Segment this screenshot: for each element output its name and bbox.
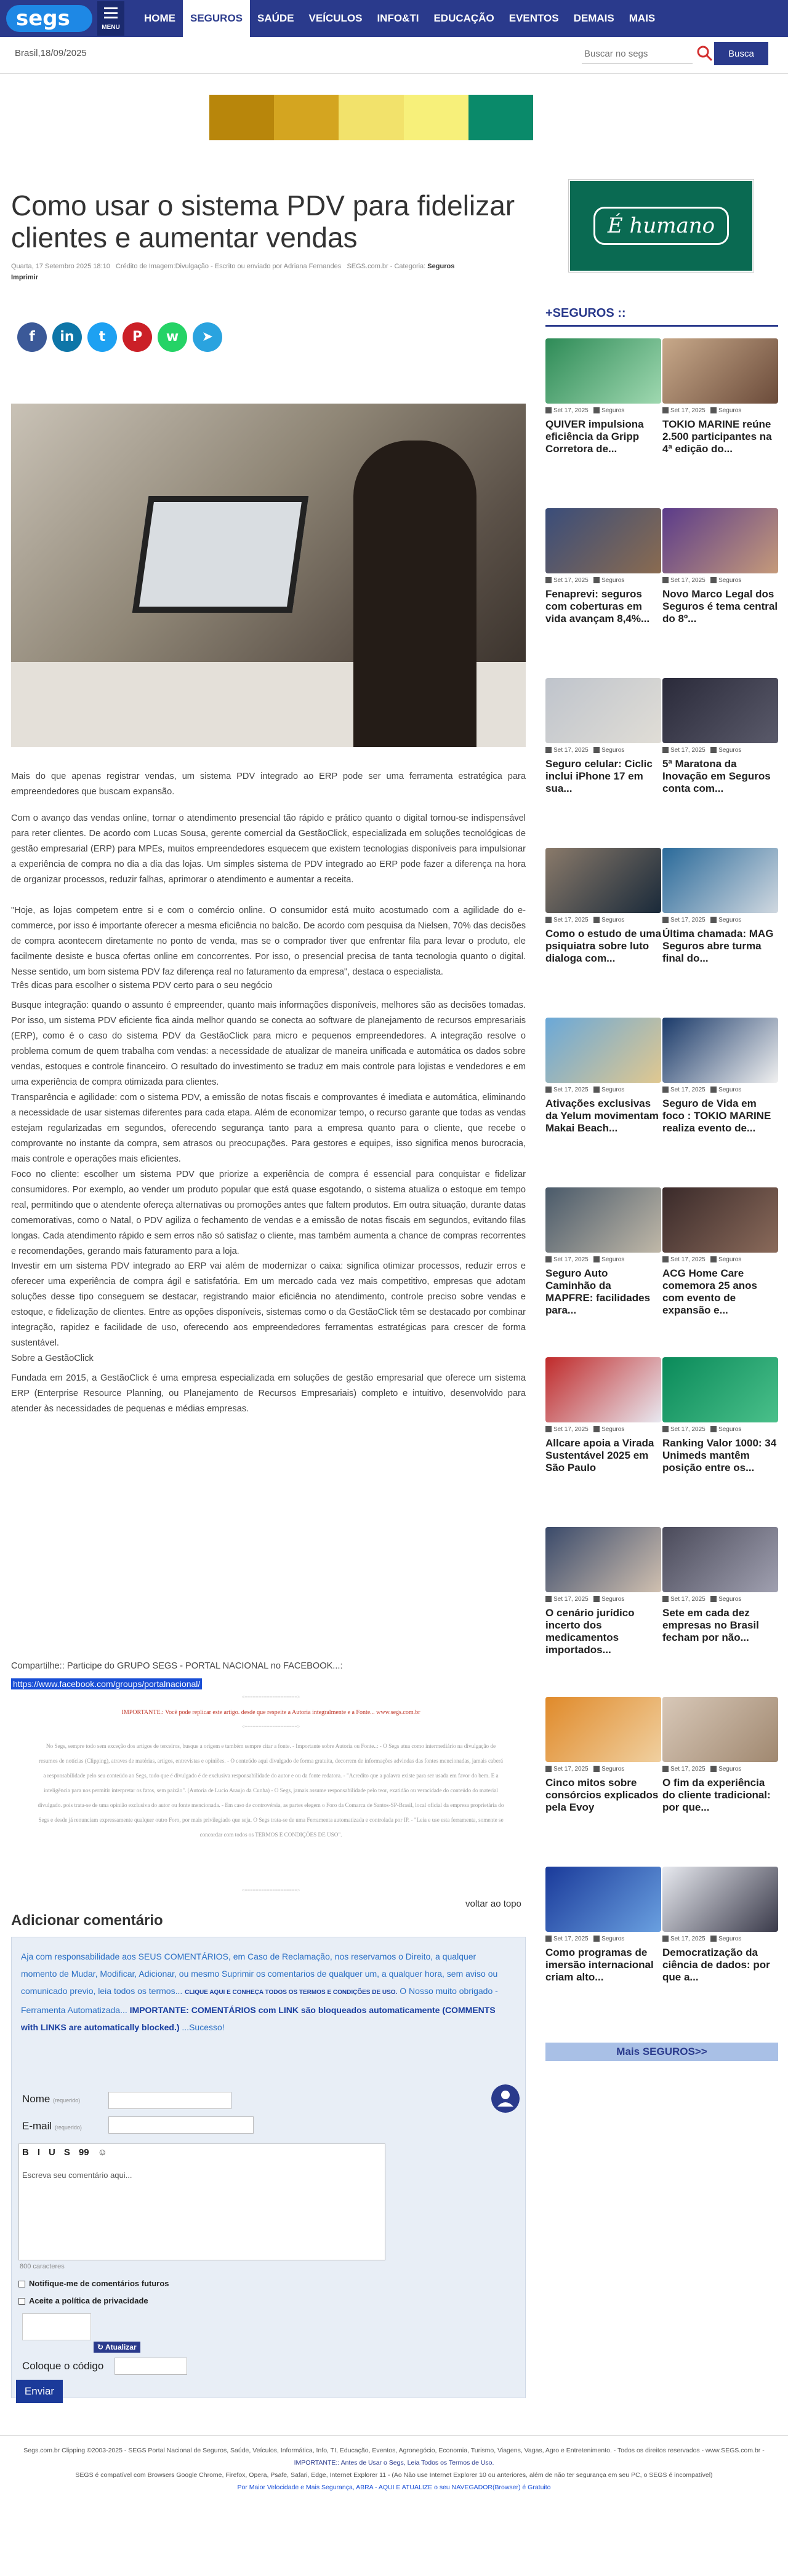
calendar-icon xyxy=(545,577,552,583)
footer-copyright: Segs.com.br Clipping ©2003-2025 - SEGS Portal Nacional de Seguros, Saúde, Veículos, Informática, Info, TI, Educação, Eventos, Agronegócio, Economia, Turismo, Viagens, Vagas, Agro e Entretenimento. - Todos os direitos reservados - www.SEGS.com.br - xyxy=(23,2447,765,2454)
related-card[interactable] xyxy=(662,1018,778,1134)
comments-title: Adicionar comentário xyxy=(11,1912,163,1929)
email-label: E-mail (requerido) xyxy=(22,2120,82,2132)
card-meta: Set 17, 2025 Seguros xyxy=(662,1255,778,1265)
card-image[interactable] xyxy=(662,678,778,743)
card-meta: Set 17, 2025 Seguros xyxy=(545,746,661,756)
share-buttons xyxy=(17,322,222,352)
calendar-icon xyxy=(545,1596,552,1602)
folder-icon xyxy=(710,1087,717,1093)
card-meta: Set 17, 2025 Seguros xyxy=(662,746,778,756)
article-paragraph: Com o avanço das vendas online, tornar o atendimento presencial tão rápido e prático quanto o digital tornou-se indispensável para reter clientes. De acordo com Lucas Sousa, gerente comercial da GestãoClick, especializada em soluções tecnológicas de gestão empresarial (ERP) para MPEs, muitos empreendedores esquecem que existem tecnologias disponíveis para impulsionar a experiência de compra no dia a dia das lojas. Um simples sistema de PDV integrado ao ERP pode fazer a diferença na hora de organizar processos, reduzir falhas, aprimorar o atendimento e aumentar a receita. xyxy=(11,813,526,885)
related-card[interactable] xyxy=(545,1527,661,1656)
calendar-icon xyxy=(662,1936,669,1942)
meta-credit: Crédito de Imagem:Divulgação - Escrito ou enviado por Adriana Fernandes xyxy=(116,263,342,270)
card-meta: Set 17, 2025 Seguros xyxy=(545,1765,661,1774)
calendar-icon xyxy=(662,1087,669,1093)
card-meta: Set 17, 2025 Seguros xyxy=(545,1425,661,1435)
meta-site: SEGS.com.br - Categoria: xyxy=(347,263,426,270)
folder-icon xyxy=(593,917,600,923)
notice-thanks: O Nosso muito obrigado - Ferramenta Automatizada... xyxy=(21,1986,498,2015)
code-label: Coloque o código xyxy=(22,2360,104,2372)
folder-icon xyxy=(593,1766,600,1772)
article-paragraph: Busque integração: quando o assunto é empreender, quanto mais informações disponíveis, melhores são as decisões tomadas. Por isso, um sistema PDV eficiente fica ainda melhor quando se conecta ao software de planejamento de recursos empresariais (ERP), como é o caso do sistema PDV da GestãoClick para micro e pequenos empreendedores. A integração resolve o problema comum de quem trabalha com vendas: a necessidade de atualizar de maneira unificada e automática os dados sobre vendas, estoques e controle financeiro. O resultado do investimento se traduz em mais controle para lojistas e vendedores e em uma experiência de compra otimizada para clientes. xyxy=(11,1000,526,1087)
print-link[interactable]: Imprimir xyxy=(11,274,39,281)
card-image[interactable] xyxy=(545,1187,661,1253)
nav-item[interactable]: EDUCAÇÃO xyxy=(433,12,494,24)
name-input[interactable] xyxy=(108,2092,231,2109)
menu-label: MENU xyxy=(102,24,120,31)
nav-item[interactable]: SEGUROS xyxy=(183,0,250,37)
comment-editor[interactable] xyxy=(18,2143,385,2260)
card-meta: Set 17, 2025 Seguros xyxy=(545,1934,661,1944)
card-meta: Set 17, 2025 Seguros xyxy=(662,1934,778,1944)
calendar-icon xyxy=(545,1087,552,1093)
card-title[interactable]: Como o estudo de uma psiquiatra sobre luto dialoga com... xyxy=(545,928,661,964)
terms-link[interactable]: CLIQUE AQUI E CONHEÇA TODOS OS TERMOS E CONDIÇÕES DE USO. xyxy=(185,1989,398,1996)
card-image[interactable] xyxy=(545,1697,661,1762)
card-image[interactable] xyxy=(662,1018,778,1083)
card-meta: Set 17, 2025 Seguros xyxy=(662,1425,778,1435)
section-title: +SEGUROS :: xyxy=(545,306,626,320)
related-card[interactable] xyxy=(662,678,778,795)
banner-stripe xyxy=(404,95,468,140)
related-card[interactable] xyxy=(662,848,778,965)
char-counter: 800 caracteres xyxy=(20,2263,65,2270)
card-title[interactable]: Sete em cada dez empresas no Brasil fecham por não... xyxy=(662,1607,759,1643)
share-line: Compartilhe:: Participe do GRUPO SEGS - PORTAL NACIONAL no FACEBOOK...: xyxy=(11,1661,343,1671)
name-label: Nome (requerido) xyxy=(22,2093,81,2105)
nav-item[interactable]: DEMAIS xyxy=(573,12,614,24)
twitter-icon[interactable]: t xyxy=(87,322,117,352)
related-card[interactable] xyxy=(662,1697,778,1814)
article-paragraph: Foco no cliente: escolher um sistema PDV que priorize a experiência de compra é essencial para conquistar e fidelizar consumidores. Por exemplo, ao vender um produto popular que está quase esgotando, o sistema atualiza o estoque em tempo real, permitindo que o atendente ofereça alternativas ou promoções antes que faltem produtos. Em outra situação, durante datas comemorativas, como o Natal, o PDV agiliza o fechamento de vendas e a emissão de notas fiscais em segundos, evitando filas longas. Cada atendimento rápido e sem erros não só satisfaz o cliente, mas também aumenta a chance de compras recorrentes e recomendações, gerando mais faturamento para a loja. xyxy=(11,1170,526,1256)
calendar-icon xyxy=(545,1936,552,1942)
card-title[interactable]: Fenaprevi: seguros com coberturas em vida avançam 8,4%... xyxy=(545,588,650,624)
whatsapp-icon[interactable]: w xyxy=(158,322,187,352)
card-title[interactable]: O fim da experiência do cliente tradicional: por que... xyxy=(662,1777,771,1813)
card-title[interactable]: Como programas de imersão internacional criam alto... xyxy=(545,1947,654,1983)
divider-bottom: <===================> xyxy=(241,1888,300,1893)
pos-screen xyxy=(132,496,309,613)
footer xyxy=(0,2435,788,2576)
menu-button[interactable] xyxy=(97,1,124,36)
editor-toolbar xyxy=(22,2147,107,2158)
search-icon[interactable] xyxy=(696,44,714,63)
article-title: Como usar o sistema PDV para fidelizar clientes e aumentar vendas xyxy=(11,189,515,253)
telegram-icon[interactable]: ➤ xyxy=(193,322,222,352)
calendar-icon xyxy=(662,747,669,753)
toolbar-button[interactable]: 99 xyxy=(78,2147,89,2158)
divider-top: <===================> xyxy=(241,1694,300,1700)
card-meta: Set 17, 2025 Seguros xyxy=(545,1085,661,1095)
related-card[interactable] xyxy=(662,1527,778,1644)
banner-stripe xyxy=(274,95,339,140)
card-title[interactable]: Seguro celular: Ciclic inclui iPhone 17 em sua... xyxy=(545,758,653,794)
user-avatar-icon xyxy=(491,2084,520,2113)
card-title[interactable]: 5ª Maratona da Inovação em Seguros conta com... xyxy=(662,758,771,794)
card-image[interactable] xyxy=(545,848,661,913)
divider-mid: <===================> xyxy=(241,1724,300,1729)
toolbar-button[interactable]: B xyxy=(22,2147,29,2158)
card-title[interactable]: Novo Marco Legal dos Seguros é tema central do 8º... xyxy=(662,588,778,624)
related-card[interactable] xyxy=(545,678,661,795)
card-title[interactable]: Ranking Valor 1000: 34 Unimeds mantêm posição entre os... xyxy=(662,1437,777,1473)
card-meta: Set 17, 2025 Seguros xyxy=(545,1595,661,1605)
card-title[interactable]: QUIVER impulsiona eficiência da Gripp Corretora de... xyxy=(545,418,644,455)
email-input[interactable] xyxy=(108,2116,254,2134)
hamburger-icon xyxy=(104,7,118,18)
search-input[interactable] xyxy=(582,44,693,64)
nav-item[interactable]: SAÚDE xyxy=(257,12,294,24)
nav-item[interactable]: EVENTOS xyxy=(509,12,559,24)
calendar-icon xyxy=(662,1766,669,1772)
card-title[interactable]: Ativações exclusivas da Yelum movimentam Makai Beach... xyxy=(545,1098,659,1134)
card-image[interactable] xyxy=(545,1527,661,1592)
article-paragraph: Investir em um sistema PDV integrado ao ERP vai além de modernizar o caixa: significa otimizar processos, reduzir erros e oferecer uma experiência de compra ágil e satisfatória. Em um mercado cada vez mais competitivo, empresas que adotam soluções desse tipo conseguem se destacar, registrando maior eficiência no atendimento, controle preciso sobre vendas e estoque, e fidelização de clientes. Entre as opções disponíveis, sistemas como o da GestãoClick têm se destacado por combinar integração, rapidez e facilidade de uso, oferecendo aos empreendedores ferramentas estratégicas para crescer de forma sustentável. xyxy=(11,1261,526,1348)
folder-icon xyxy=(593,1596,600,1602)
folder-icon xyxy=(710,1596,717,1602)
article-paragraph: Sobre a GestãoClick xyxy=(11,1354,94,1363)
related-card[interactable] xyxy=(545,1697,661,1814)
calendar-icon xyxy=(662,1426,669,1432)
calendar-icon xyxy=(545,407,552,413)
section-divider xyxy=(545,325,778,327)
article-meta xyxy=(11,261,528,283)
article-paragraph: Três dicas para escolher o sistema PDV certo para o seu negócio xyxy=(11,981,273,991)
folder-icon xyxy=(710,407,717,413)
calendar-icon xyxy=(545,747,552,753)
folder-icon xyxy=(593,747,600,753)
search-button[interactable]: Busca xyxy=(714,42,768,65)
nav-item[interactable]: HOME xyxy=(144,12,175,24)
card-title[interactable]: Allcare apoia a Virada Sustentável 2025 em São Paulo xyxy=(545,1437,654,1473)
card-meta: Set 17, 2025 Seguros xyxy=(662,1595,778,1605)
banner-stripe xyxy=(209,95,274,140)
card-meta: Set 17, 2025 Seguros xyxy=(545,1255,661,1265)
card-image[interactable] xyxy=(662,1697,778,1762)
folder-icon xyxy=(593,407,600,413)
folder-icon xyxy=(710,577,717,583)
card-image[interactable] xyxy=(662,848,778,913)
card-image[interactable] xyxy=(545,1018,661,1083)
linkedin-icon[interactable]: in xyxy=(52,322,82,352)
more-seguros-button[interactable]: Mais SEGUROS>> xyxy=(545,2043,778,2061)
ad-banner[interactable] xyxy=(209,95,533,140)
folder-icon xyxy=(710,1936,717,1942)
related-card[interactable] xyxy=(545,1018,661,1134)
footer-terms-link[interactable]: IMPORTANTE:: Antes de Usar o Segs, Leia Todos os Termos de Uso. xyxy=(294,2459,494,2466)
notice-success: ...Sucesso! xyxy=(182,2022,225,2032)
card-image[interactable] xyxy=(662,1357,778,1422)
folder-icon xyxy=(593,1936,600,1942)
calendar-icon xyxy=(545,917,552,923)
related-card[interactable] xyxy=(662,1187,778,1317)
card-title[interactable]: O cenário jurídico incerto dos medicamentos importados... xyxy=(545,1607,635,1656)
calendar-icon xyxy=(545,1766,552,1772)
article-image xyxy=(11,404,526,747)
banner-stripe xyxy=(339,95,403,140)
card-title[interactable]: ACG Home Care comemora 25 anos com evento de expansão e... xyxy=(662,1267,758,1316)
card-image[interactable] xyxy=(545,678,661,743)
notice-important: IMPORTANTE: COMENTÁRIOS com LINK são bloqueados automaticamente (COMMENTS with LINKS are automatically blocked.) xyxy=(21,2005,496,2032)
card-image[interactable] xyxy=(662,508,778,573)
ad-text: É humano xyxy=(593,207,729,245)
card-meta: Set 17, 2025 Seguros xyxy=(545,576,661,586)
folder-icon xyxy=(710,917,717,923)
editor-placeholder: Escreva seu comentário aqui... xyxy=(22,2171,132,2180)
nav-item[interactable]: INFO&TI xyxy=(377,12,419,24)
card-title[interactable]: Democratização da ciência de dados: por que a... xyxy=(662,1947,770,1983)
card-meta: Set 17, 2025 Seguros xyxy=(662,915,778,925)
card-title[interactable]: Seguro Auto Caminhão da MAPFRE: facilidades para... xyxy=(545,1267,651,1316)
card-meta: Set 17, 2025 Seguros xyxy=(662,406,778,416)
folder-icon xyxy=(710,1766,717,1772)
related-card[interactable] xyxy=(662,338,778,455)
related-card[interactable] xyxy=(545,508,661,625)
nav-item[interactable]: VEÍCULOS xyxy=(308,12,363,24)
card-image[interactable] xyxy=(545,508,661,573)
card-meta: Set 17, 2025 Seguros xyxy=(545,915,661,925)
card-image[interactable] xyxy=(545,338,661,404)
facebook-icon[interactable]: f xyxy=(17,322,47,352)
nav-item[interactable]: MAIS xyxy=(629,12,656,24)
refresh-captcha-button[interactable]: ↻ Atualizar xyxy=(94,2342,140,2353)
notify-checkbox[interactable]: Notifique-me de comentários futuros xyxy=(18,2279,169,2288)
folder-icon xyxy=(710,1426,717,1432)
toolbar-button[interactable]: S xyxy=(63,2147,70,2158)
banner-stripe xyxy=(468,95,533,140)
card-meta: Set 17, 2025 Seguros xyxy=(545,406,661,416)
disclaimer-body: No Segs, sempre todo sem exceção dos artigos de terceiros, busque a origem e também sempre citar a fonte. - Importante sobre Autoria ou Fonte..: - O Segs atua como intermediário na divulgação de resumos de notícias (Clipping), atraves de matérias, artigos, entrevistas e opiniões. - O conteúdo aqui divulgado de forma gratuita, decorrem de informações advindas das fontes mencionadas, jamais caberá a responsabilidade pelo seu conteúdo ao Segs, tudo que é divulgado é de exclusiva responsabilidade do autor e ou da fonte redatora. - "Acredito que a palavra existe para ser usada em favor do bem. E a inteligência para nos permitir interpretar os fatos, sem paixão". (Autoria de Lucio Araujo da Cunha) - O Segs, jamais assume responsabilidade pelo teor, exatidão ou veracidade do conteúdo do material divulgado. pois trata-se de uma opinião exclusiva do autor ou fonte mencionada. - Em caso de controvérsia, as partes elegem o Foro da Comarca de Santos-SP-Brasil, local oficial da empresa proprietária do Segs e desde já renunciam expressamente qualquer outro Foro, por mais privilegiado que seja. O Segs trata-se de uma Ferramenta automatizada e controlada por IP. - "Leia e use esta ferramenta, somente se concordar com todos os TERMOS E CONDIÇÕES DE USO". xyxy=(38,1743,504,1838)
pinterest-icon[interactable]: P xyxy=(123,322,152,352)
toolbar-button[interactable]: I xyxy=(37,2147,41,2158)
card-meta: Set 17, 2025 Seguros xyxy=(662,1765,778,1774)
related-card[interactable] xyxy=(545,1867,661,1984)
calendar-icon xyxy=(662,407,669,413)
card-title[interactable]: Seguro de Vida em foco : TOKIO MARINE realiza evento de... xyxy=(662,1098,771,1134)
site-logo[interactable]: segs xyxy=(6,5,92,32)
disclaimer-important: IMPORTANTE.: Você pode replicar este artigo. desde que respeite a Autoria integralmente e a Fonte... www.segs.com.br xyxy=(121,1709,420,1716)
related-card[interactable] xyxy=(662,1357,778,1474)
back-to-top-link[interactable]: voltar ao topo xyxy=(465,1899,521,1909)
card-image[interactable] xyxy=(545,1357,661,1422)
related-card[interactable] xyxy=(545,848,661,965)
calendar-icon xyxy=(662,577,669,583)
related-card[interactable] xyxy=(662,508,778,625)
main-nav xyxy=(137,0,662,37)
folder-icon xyxy=(593,1426,600,1432)
folder-icon xyxy=(593,1256,600,1262)
related-card[interactable] xyxy=(545,338,661,455)
card-image[interactable] xyxy=(662,338,778,404)
send-button[interactable]: Enviar xyxy=(16,2380,63,2403)
folder-icon xyxy=(710,1256,717,1262)
meta-date: Quarta, 17 Setembro 2025 18:10 xyxy=(11,263,110,270)
card-meta: Set 17, 2025 Seguros xyxy=(662,576,778,586)
notice-text: Aja com responsabilidade aos SEUS COMENTÁRIOS, em Caso de Reclamação, nos reservamos o Direito, a qualquer momento de Mudar, Modificar, Adicionar, ou mesmo Suprimir os comentarios de qualquer um, a qualquer hora, sem aviso ou comunicado previo, leia todos os termos... xyxy=(21,1952,498,1996)
card-image[interactable] xyxy=(662,1187,778,1253)
card-title[interactable]: Última chamada: MAG Seguros abre turma final do... xyxy=(662,928,774,964)
privacy-checkbox[interactable]: Aceite a política de privacidade xyxy=(18,2296,148,2305)
comment-notice xyxy=(21,1948,513,2036)
meta-category[interactable]: Seguros xyxy=(427,263,455,270)
sidebar-ad[interactable] xyxy=(569,180,754,272)
person-shape xyxy=(353,441,476,747)
toolbar-button[interactable]: U xyxy=(49,2147,55,2158)
article-paragraph: "Hoje, as lojas competem entre si e com o comércio online. O consumidor está muito acostumado com a agilidade do e-commerce, por isso é importante oferecer a mesma eficiência no balcão. De acordo com pesquisa da Nielsen, 70% das decisões de compra acontecem diretamente no ponto de venda, mas se o comprador tiver que enfrentar fila para levar o produto, ele facilmente desiste e busca ofertas online em concorrentes. Por isso, o presencial precisa de tanta tecnologia quanto o digital. Nesse sentido, um bom sistema PDV faz diferença real no faturamento da empresa", destaca o especialista. xyxy=(11,906,526,977)
card-image[interactable] xyxy=(662,1527,778,1592)
related-card[interactable] xyxy=(662,1867,778,1984)
footer-update-link[interactable]: Por Maior Velocidade e Mais Segurança, ABRA - AQUI E ATUALIZE o seu NAVEGADOR(Browser) é Gratuito xyxy=(237,2484,551,2491)
folder-icon xyxy=(593,577,600,583)
toolbar-button[interactable]: ☺ xyxy=(97,2147,107,2158)
article-paragraph: Mais do que apenas registrar vendas, um sistema PDV integrado ao ERP pode ser uma ferramenta estratégica para empreendedores que buscam expansão. xyxy=(11,772,526,797)
card-meta: Set 17, 2025 Seguros xyxy=(662,1085,778,1095)
article-paragraph: Fundada em 2015, a GestãoClick é uma empresa especializada em soluções de gestão empresarial que oferece um sistema ERP (Enterprise Resource Planning, ou Planejamento de Recursos Empresariais) completo e intuitivo, desenvolvido para atender às necessidades de pequenas e médias empresas. xyxy=(11,1373,526,1414)
facebook-group-link[interactable]: https://www.facebook.com/groups/portalnacional/ xyxy=(11,1678,202,1689)
captcha-input[interactable] xyxy=(115,2358,187,2375)
current-date: Brasil,18/09/2025 xyxy=(15,48,87,58)
top-nav-bar xyxy=(0,0,788,37)
related-card[interactable] xyxy=(545,1357,661,1474)
calendar-icon xyxy=(545,1426,552,1432)
article-paragraph: Transparência e agilidade: com o sistema PDV, a emissão de notas fiscais e comprovantes é imediata e automática, eliminando a necessidade de usar sistemas diferentes para cada etapa. Além de economizar tempo, o recurso garante que todas as vendas estejam regularizadas em segundos, oferecendo segurança tanto para a empresa quanto para o cliente, que recebe o comprovante no instante da compra, sem atrasos ou preocupações. Para gestores e equipes, isso significa menos burocracia, mais controle e operações mais eficientes. xyxy=(11,1093,526,1164)
calendar-icon xyxy=(662,917,669,923)
related-card[interactable] xyxy=(545,1187,661,1317)
folder-icon xyxy=(593,1087,600,1093)
captcha-image xyxy=(22,2313,91,2340)
folder-icon xyxy=(710,747,717,753)
card-image[interactable] xyxy=(545,1867,661,1932)
calendar-icon xyxy=(662,1596,669,1602)
card-title[interactable]: TOKIO MARINE reúne 2.500 participantes na 4ª edição do... xyxy=(662,418,772,455)
footer-browser-note: SEGS é compatível com Browsers Google Chrome, Firefox, Opera, Psafe, Safari, Edge, Internet Explorer 11 - (Ao Não use Internet Explorer 10 ou anteriores, além de não ter segurança em seu PC, o SEGS é incompatível) xyxy=(75,2471,713,2479)
calendar-icon xyxy=(545,1256,552,1262)
card-title[interactable]: Cinco mitos sobre consórcios explicados pela Evoy xyxy=(545,1777,659,1813)
card-image[interactable] xyxy=(662,1867,778,1932)
calendar-icon xyxy=(662,1256,669,1262)
